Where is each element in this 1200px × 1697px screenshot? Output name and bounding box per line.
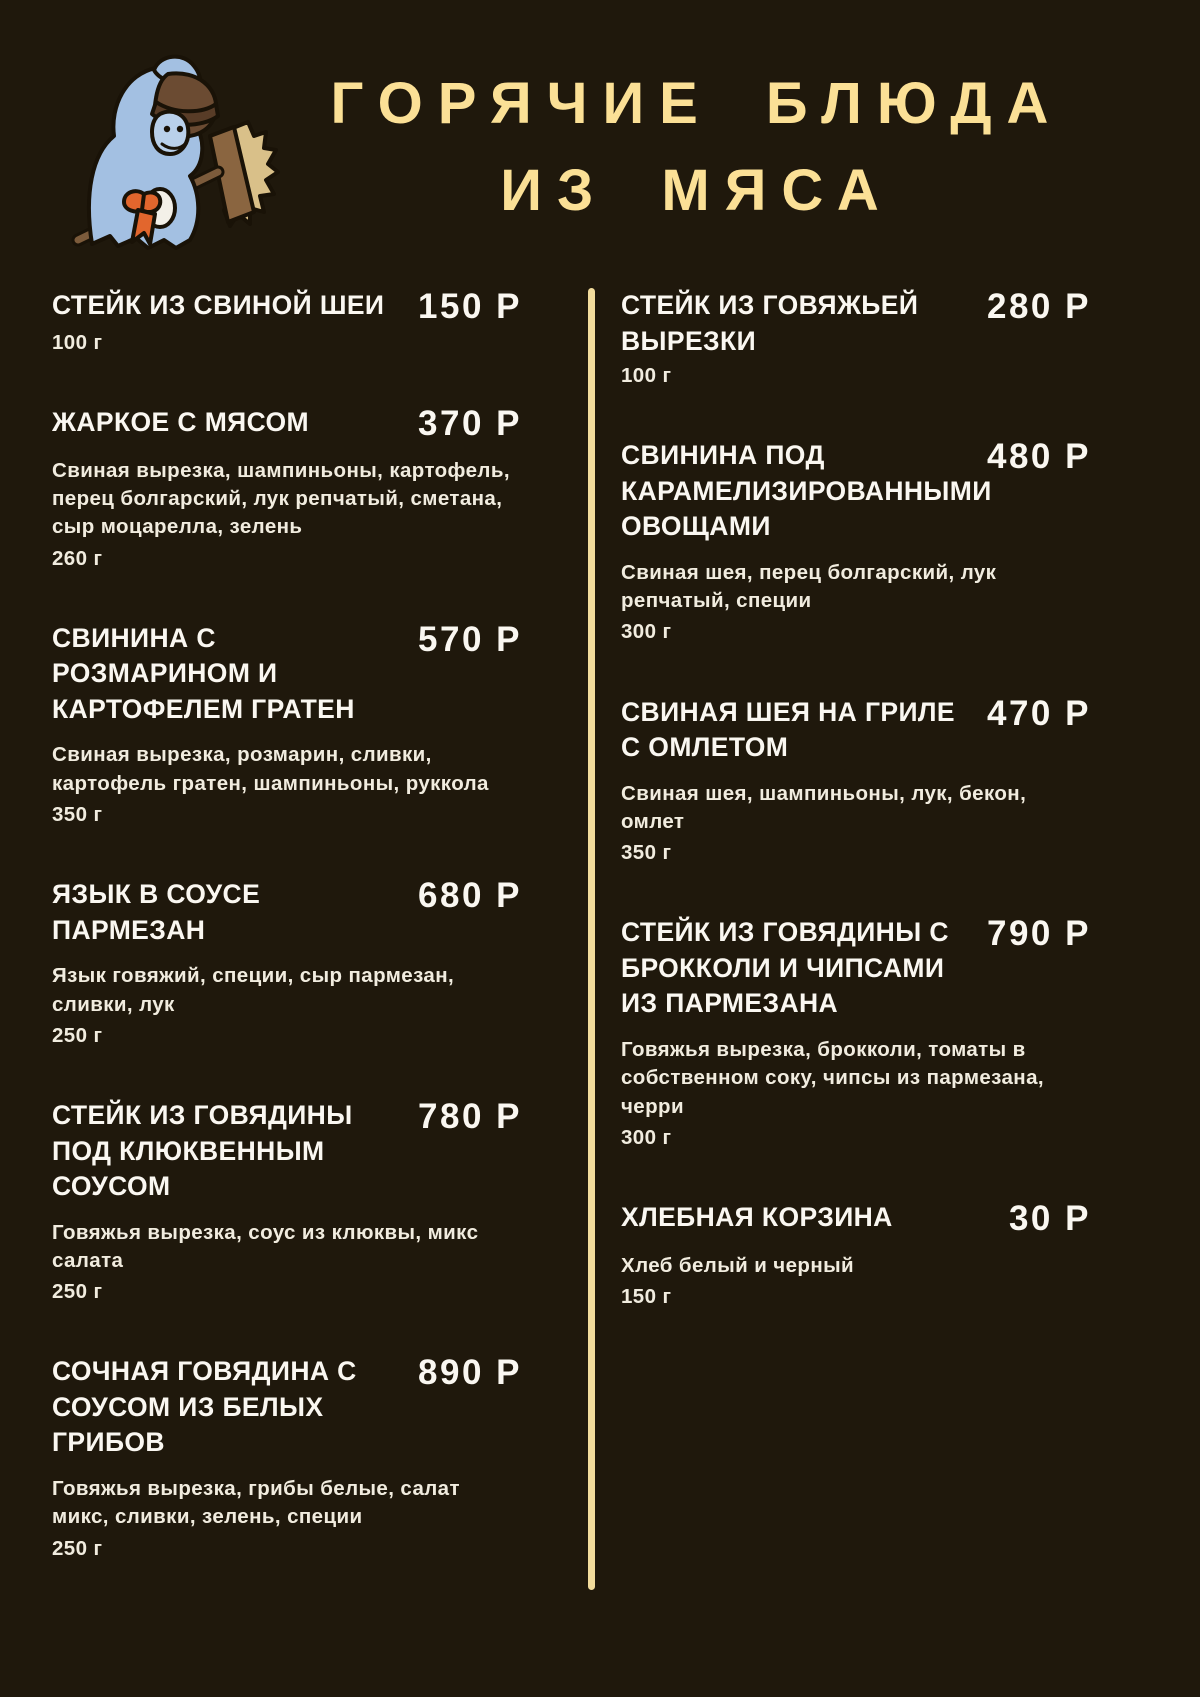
menu-item [52, 1098, 522, 1306]
menu-item-head [621, 288, 1091, 359]
menu-item [52, 877, 522, 1050]
dish-description: Свиная вырезка, шампиньоны, картофель, перец болгарский, лук репчатый, сметана, сыр моцарелла, зелень [52, 458, 510, 539]
dish-price: 470 Р [987, 693, 1091, 733]
menu-item-head [621, 1200, 1091, 1238]
page-title [284, 44, 1200, 234]
dish-price: 370 Р [418, 404, 522, 444]
menu-item-head [52, 621, 522, 728]
menu-item [52, 405, 522, 573]
dish-weight: 100 г [621, 364, 672, 387]
dish-price: 570 Р [418, 619, 522, 659]
menu-item-head [52, 405, 522, 443]
menu-item [621, 1200, 1091, 1311]
dish-name: СТЕЙК ИЗ ГОВЯЖЬЕЙ ВЫРЕЗКИ [621, 290, 927, 356]
dish-weight: 350 г [52, 802, 103, 826]
dish-weight: 150 г [621, 1285, 672, 1309]
dish-description: Говяжья вырезка, соус из клюквы, микс салата [52, 1220, 479, 1272]
menu-item-head [52, 288, 522, 326]
dish-price: 780 Р [418, 1097, 522, 1137]
dish-weight: 250 г [52, 1280, 103, 1304]
dish-weight: 300 г [621, 1125, 672, 1149]
ghost-chef-with-broom-icon [52, 44, 284, 254]
menu-item [621, 915, 1091, 1152]
page-title-line2: ИЗ МЯСА [500, 158, 894, 223]
dish-weight: 350 г [621, 841, 672, 865]
dish-weight: 300 г [621, 620, 672, 644]
page-header [0, 0, 1200, 254]
dish-description: Говяжья вырезка, грибы белые, салат микс, сливки, зелень, специи [52, 1476, 460, 1529]
menu-item-head [621, 915, 1091, 1022]
dish-name: СТЕЙК ИЗ СВИНОЙ ШЕИ [52, 290, 385, 320]
dish-name: ЖАРКОЕ С МЯСОМ [52, 407, 309, 438]
menu-item [52, 621, 522, 829]
dish-name: СТЕЙК ИЗ ГОВЯДИНЫ С БРОККОЛИ И ЧИПСАМИ ИЗ ПАРМЕЗАНА [621, 917, 957, 1019]
dish-description: Свиная вырезка, розмарин, сливки, картофель гратен, шампиньоны, руккола [52, 743, 489, 795]
menu-item [621, 438, 1091, 646]
dish-price: 890 Р [418, 1353, 522, 1393]
dish-price: 480 Р [987, 437, 1091, 477]
menu-column-right [621, 288, 1137, 1359]
menu-item-head [621, 438, 1091, 545]
menu-item-head [621, 695, 1091, 766]
dish-name: СВИНИНА ПОД КАРАМЕЛИЗИРОВАННЫМИ ОВОЩАМИ [621, 440, 1000, 542]
dish-description: Язык говяжий, специи, сыр пармезан, сливки, лук [52, 964, 455, 1016]
dish-price: 680 Р [418, 876, 522, 916]
menu-body [0, 288, 1200, 1611]
dish-price: 30 Р [1008, 1199, 1091, 1239]
dish-description: Хлеб белый и черный [621, 1253, 855, 1277]
dish-name: ХЛЕБНАЯ КОРЗИНА [621, 1202, 893, 1233]
dish-price: 790 Р [987, 914, 1091, 954]
dish-name: СВИНАЯ ШЕЯ НА ГРИЛЕ С ОМЛЕТОМ [621, 696, 963, 763]
dish-description: Свиная шея, перец болгарский, лук репчатый, специи [621, 560, 997, 613]
menu-item [621, 288, 1091, 390]
dish-name: СТЕЙК ИЗ ГОВЯДИНЫ ПОД КЛЮКВЕННЫМ СОУСОМ [52, 1100, 361, 1202]
dish-name: СОЧНАЯ ГОВЯДИНА С СОУСОМ ИЗ БЕЛЫХ ГРИБОВ [52, 1356, 365, 1458]
menu-item-head [52, 877, 522, 948]
page-title-line1: ГОРЯЧИЕ БЛЮДА [330, 71, 1064, 136]
dish-name: ЯЗЫК В СОУСЕ ПАРМЕЗАН [52, 879, 268, 945]
dish-description: Говяжья вырезка, брокколи, томаты в собственном соку, чипсы из пармезана, черри [621, 1037, 1044, 1118]
menu-item [621, 695, 1091, 868]
menu-column-left [52, 288, 522, 1611]
dish-price: 150 Р [418, 287, 522, 326]
menu-item [52, 1354, 522, 1562]
dish-weight: 250 г [52, 1536, 103, 1560]
dish-weight: 260 г [52, 546, 103, 570]
dish-weight: 250 г [52, 1023, 103, 1047]
dish-price: 280 Р [987, 287, 1091, 326]
dish-description: Свиная шея, шампиньоны, лук, бекон, омлет [621, 781, 1027, 833]
menu-item-head [52, 1354, 522, 1461]
menu-item [52, 288, 522, 357]
dish-weight: 100 г [52, 330, 103, 354]
dish-name: СВИНИНА С РОЗМАРИНОМ И КАРТОФЕЛЕМ ГРАТЕН [52, 622, 355, 724]
column-divider [588, 288, 595, 1590]
menu-item-head [52, 1098, 522, 1205]
